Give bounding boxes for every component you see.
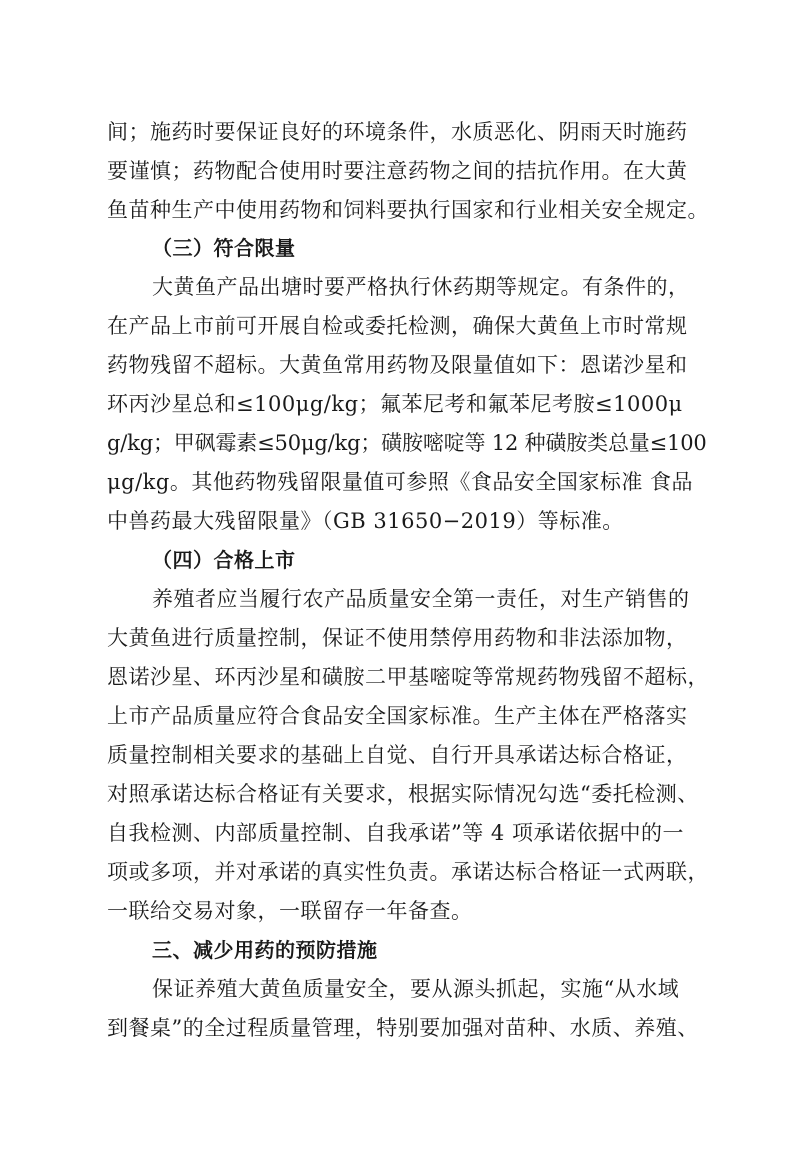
body-line: 上市产品质量应符合食品安全国家标准。生产主体在严格落实: [107, 704, 688, 728]
body-line: 保证养殖大黄鱼质量安全，要从源头抓起，实施“从水域: [152, 977, 680, 1001]
body-line: 大黄鱼产品出塘时要严格执行休药期等规定。有条件的，: [152, 275, 690, 299]
body-line: 项或多项，并对承诺的真实性负责。承诺达标合格证一式两联，: [107, 860, 709, 884]
body-line: 对照承诺达标合格证有关要求，根据实际情况勾选“委托检测、: [107, 782, 699, 806]
body-line: μg/kg。其他药物残留限量值可参照《食品安全国家标准 食品: [107, 470, 694, 494]
section-heading-3: （三）符合限量: [152, 236, 296, 260]
section-heading-three: 三、减少用药的预防措施: [152, 938, 378, 962]
body-line: 中兽药最大残留限量》（GB 31650−2019）等标准。: [107, 509, 624, 533]
body-line: g/kg；甲砜霉素≤50μg/kg；磺胺嘧啶等 12 种磺胺类总量≤100: [107, 431, 707, 455]
body-line: 到餐桌”的全过程质量管理，特别要加强对苗种、水质、养殖、: [107, 1016, 699, 1040]
body-line: 间；施药时要保证良好的环境条件，水质恶化、阴雨天时施药: [107, 120, 688, 144]
body-line: 质量控制相关要求的基础上自觉、自行开具承诺达标合格证，: [107, 743, 688, 767]
body-line: 要谨慎；药物配合使用时要注意药物之间的拮抗作用。在大黄: [107, 159, 688, 183]
body-line: 恩诺沙星、环丙沙星和磺胺二甲基嘧啶等常规药物残留不超标，: [107, 665, 709, 689]
body-line: 一联给交易对象，一联留存一年备查。: [107, 899, 473, 923]
body-line: 药物残留不超标。大黄鱼常用药物及限量值如下：恩诺沙星和: [107, 353, 688, 377]
body-line: 养殖者应当履行农产品质量安全第一责任，对生产销售的: [152, 587, 690, 611]
body-line: 鱼苗种生产中使用药物和饲料要执行国家和行业相关安全规定。: [107, 198, 709, 222]
section-heading-4: （四）合格上市: [152, 548, 296, 572]
body-line: 环丙沙星总和≤100μg/kg；氟苯尼考和氟苯尼考胺≤1000μ: [107, 392, 683, 416]
body-line: 在产品上市前可开展自检或委托检测，确保大黄鱼上市时常规: [107, 314, 688, 338]
body-line: 大黄鱼进行质量控制，保证不使用禁停用药物和非法添加物，: [107, 626, 688, 650]
body-line: 自我检测、内部质量控制、自我承诺”等 4 项承诺依据中的一: [107, 821, 684, 845]
